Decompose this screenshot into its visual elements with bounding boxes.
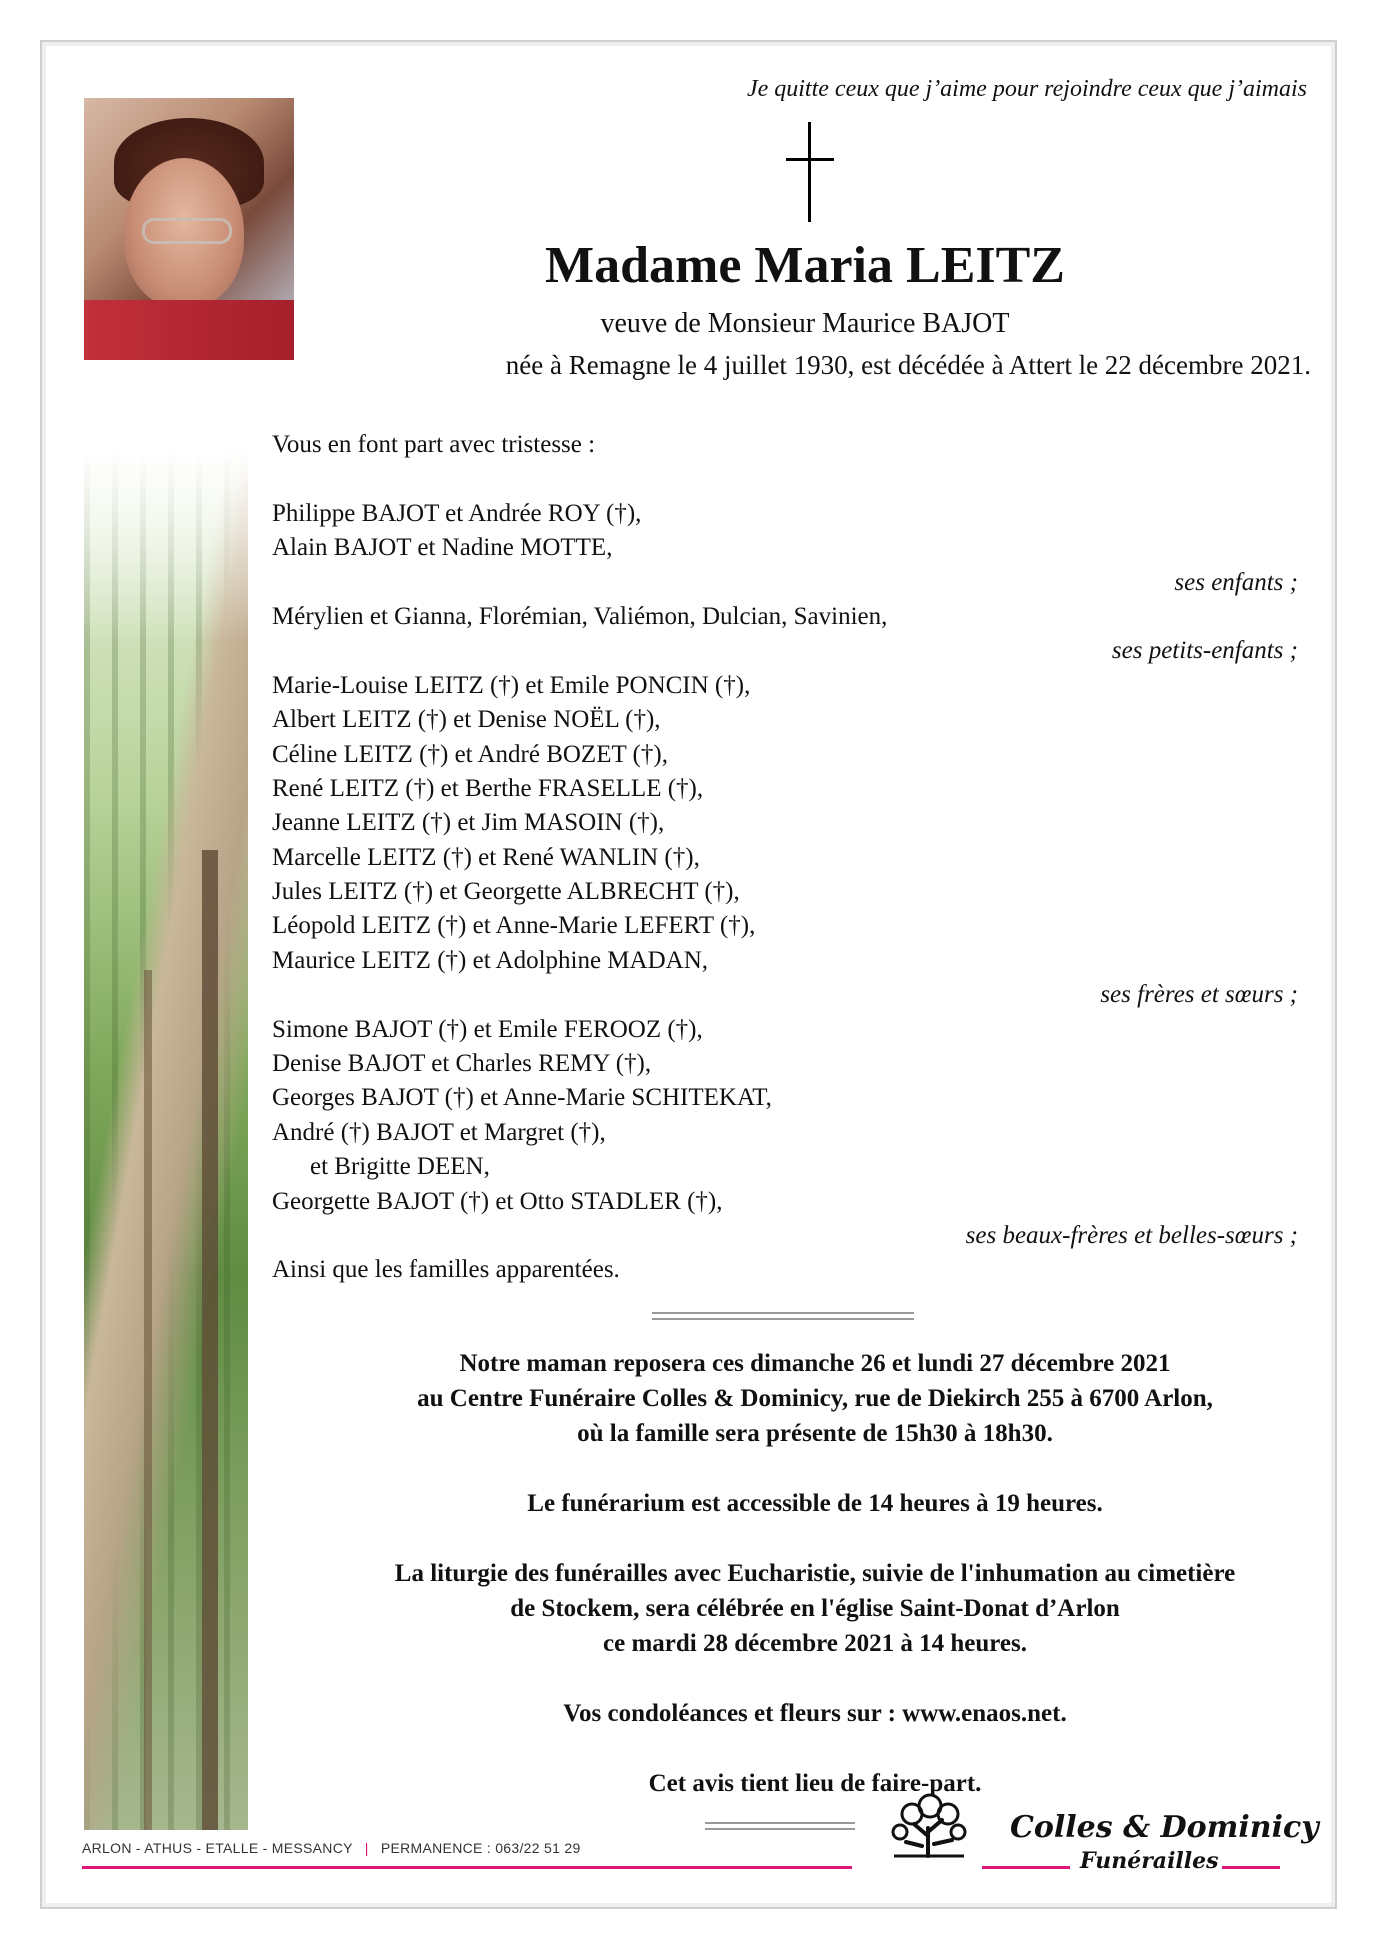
deceased-name: Madame Maria LEITZ	[545, 237, 1065, 294]
family-list	[272, 428, 1312, 1288]
liturgy-paragraph	[290, 1556, 1340, 1661]
info-line: au Centre Funéraire Colles & Dominicy, rue de Diekirch 255 à 6700 Arlon,	[417, 1385, 1213, 1412]
family-line: et Brigitte DEEN,	[310, 1153, 490, 1181]
cross-icon	[780, 122, 840, 222]
family-line: Jules LEITZ (†) et Georgette ALBRECHT (†),	[272, 878, 740, 906]
family-line: Marie-Louise LEITZ (†) et Emile PONCIN (†),	[272, 671, 751, 699]
brand-subtitle: Funérailles	[1080, 1848, 1219, 1874]
section-divider	[652, 1312, 914, 1320]
info-line: La liturgie des funérailles avec Eucharistie, suivie de l'inhumation au cimetière	[394, 1560, 1236, 1587]
epitaph-quote: Je quitte ceux que j’aime pour rejoindre ceux que j’aimais	[746, 76, 1307, 102]
footer-divider	[705, 1822, 855, 1830]
brand-accent-right	[1222, 1866, 1280, 1869]
family-line: Philippe BAJOT et Andrée ROY (†),	[272, 499, 642, 527]
role-siblings: ses frères et sœurs ;	[1100, 981, 1298, 1009]
family-line: René LEITZ (†) et Berthe FRASELLE (†),	[272, 774, 704, 802]
family-line: Mérylien et Gianna, Florémian, Valiémon, Dulcian, Savinien,	[272, 602, 888, 630]
widow-of: veuve de Monsieur Maurice BAJOT	[600, 308, 1010, 339]
info-line: Notre maman reposera ces dimanche 26 et lundi 27 décembre 2021	[459, 1350, 1171, 1377]
family-line: Georges BAJOT (†) et Anne-Marie SCHITEKAT,	[272, 1084, 772, 1112]
family-line: Alain BAJOT et Nadine MOTTE,	[272, 534, 613, 562]
role-in-laws: ses beaux-frères et belles-sœurs ;	[965, 1221, 1298, 1249]
footer-locations: ARLON - ATHUS - ETALLE - MESSANCY	[82, 1840, 353, 1856]
info-line: de Stockem, sera célébrée en l'église Saint-Donat d’Arlon	[510, 1595, 1120, 1622]
family-line: Marcelle LEITZ (†) et René WANLIN (†),	[272, 843, 700, 871]
tree-icon	[884, 1792, 974, 1858]
info-line: où la famille sera présente de 15h30 à 18h30.	[577, 1420, 1053, 1447]
info-line: ce mardi 28 décembre 2021 à 14 heures.	[603, 1630, 1027, 1657]
role-grandchildren: ses petits-enfants ;	[1111, 637, 1298, 665]
role-children: ses enfants ;	[1174, 568, 1298, 596]
footer-separator: |	[364, 1840, 369, 1856]
forest-path-image	[84, 450, 248, 1830]
family-line: André (†) BAJOT et Margret (†),	[272, 1118, 606, 1146]
family-line: Georgette BAJOT (†) et Otto STADLER (†),	[272, 1187, 723, 1215]
condolences-link[interactable]: Vos condoléances et fleurs sur : www.enaos.net.	[563, 1700, 1067, 1727]
ceremony-info	[290, 1346, 1340, 1801]
funerarium-hours: Le funérarium est accessible de 14 heures à 19 heures.	[527, 1490, 1103, 1517]
family-line: Jeanne LEITZ (†) et Jim MASOIN (†),	[272, 809, 665, 837]
family-line: Simone BAJOT (†) et Emile FEROOZ (†),	[272, 1015, 703, 1043]
family-intro: Vous en font part avec tristesse :	[272, 431, 596, 458]
family-closing: Ainsi que les familles apparentées.	[272, 1256, 620, 1284]
footer-contact	[82, 1840, 581, 1856]
brand-name: Colles & Dominicy	[1010, 1810, 1319, 1845]
birth-death: née à Remagne le 4 juillet 1930, est décédée à Attert le 22 décembre 2021.	[505, 350, 1311, 380]
brand-accent-left	[982, 1866, 1070, 1869]
family-line: Léopold LEITZ (†) et Anne-Marie LEFERT (†),	[272, 912, 756, 940]
family-line: Albert LEITZ (†) et Denise NOËL (†),	[272, 706, 661, 734]
family-line: Maurice LEITZ (†) et Adolphine MADAN,	[272, 946, 708, 974]
notice-text: Cet avis tient lieu de faire-part.	[648, 1770, 982, 1797]
footer-accent-line	[82, 1866, 852, 1869]
family-line: Denise BAJOT et Charles REMY (†),	[272, 1050, 652, 1078]
rest-paragraph	[290, 1346, 1340, 1451]
footer-permanence: PERMANENCE : 063/22 51 29	[380, 1840, 581, 1856]
portrait-photo	[84, 98, 294, 360]
family-line: Céline LEITZ (†) et André BOZET (†),	[272, 740, 668, 768]
